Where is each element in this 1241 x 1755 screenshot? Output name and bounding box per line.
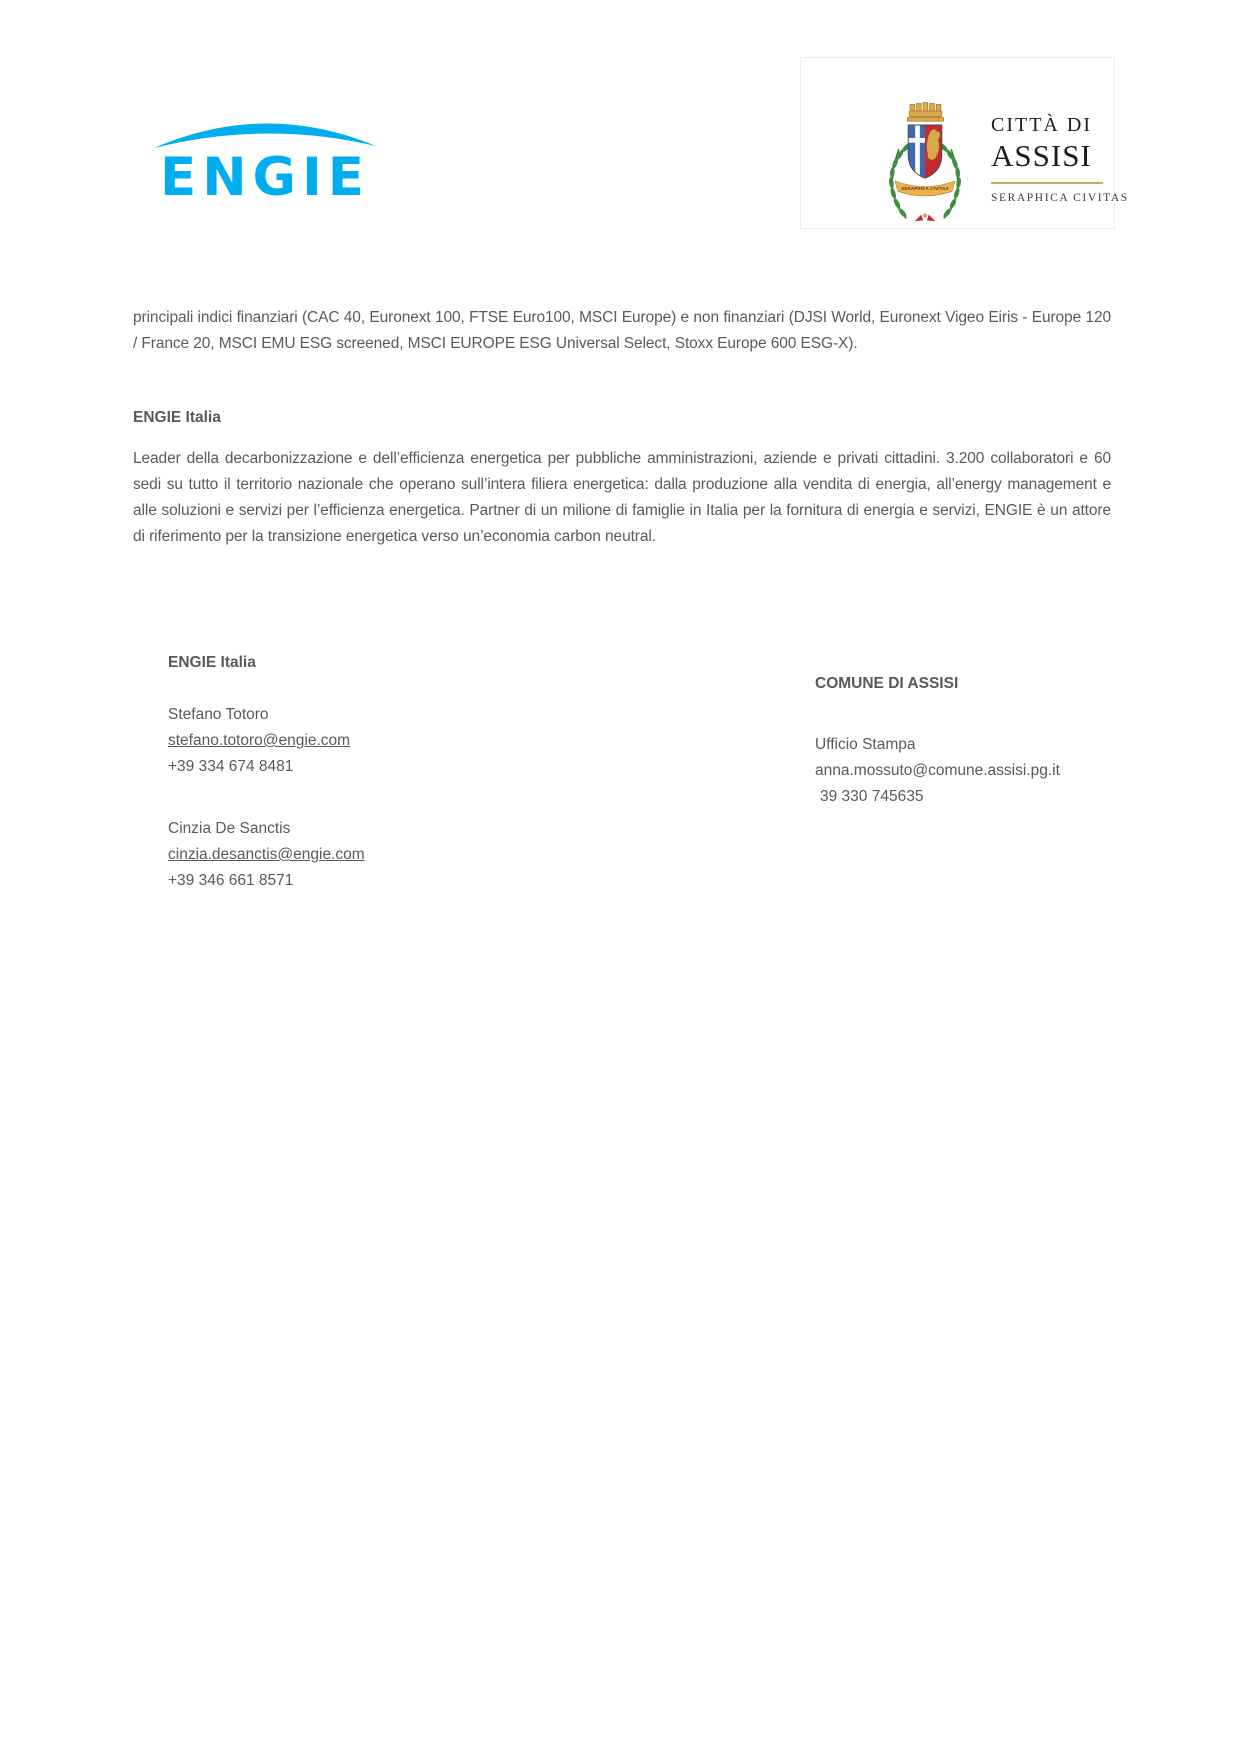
engie-wordmark: ENGIE (160, 147, 370, 199)
assisi-subtitle: SERAPHICA CIVITAS (991, 192, 1129, 204)
contact-phone: +39 346 661 8571 (168, 872, 294, 889)
contact-phone: +39 334 674 8481 (168, 758, 294, 775)
contacts-comune-assisi (815, 671, 1060, 846)
assisi-logo-text (991, 114, 1129, 204)
contact-email-link[interactable]: stefano.totoro@engie.com (168, 732, 351, 749)
contacts-engie (168, 650, 365, 930)
section-heading-engie-italia: ENGIE Italia (133, 409, 221, 426)
contacts-assisi-heading: COMUNE DI ASSISI (815, 675, 959, 692)
contact-stefano-totoro (168, 702, 365, 780)
contact-cinzia-de-sanctis (168, 816, 365, 894)
contact-name: Stefano Totoro (168, 706, 269, 723)
contacts-engie-heading: ENGIE Italia (168, 654, 256, 671)
paragraph-engie-italia-description: Leader della decarbonizzazione e dell’efficienza energetica per pubbliche amministrazioni, aziende e privati cittadini. 3.200 collaboratori e 60 sedi su tutto il territorio nazionale che operano sull’intera filiera energetica: dalla produzione alla vendita di energia, all’energy management e alle soluzioni e servizi per l’efficienza energetica. Partner di un milione di famiglie in Italia per la fornitura di energia e servizi, ENGIE è un attore di riferimento per la transizione energetica verso un’economia carbon neutral. (133, 450, 1111, 545)
contact-phone: 39 330 745635 (820, 788, 924, 805)
paragraph-financial-indices: principali indici finanziari (CAC 40, Euronext 100, FTSE Euro100, MSCI Europe) e non finanziari (DJSI World, Euronext Vigeo Eiris - Europe 120 / France 20, MSCI EMU ESG screened, MSCI EUROPE ESG Universal Select, Stoxx Europe 600 ESG-X). (133, 309, 1111, 352)
engie-swoosh-icon (150, 104, 380, 199)
assisi-logo (800, 57, 1129, 229)
contact-name: Cinzia De Sanctis (168, 820, 291, 837)
contact-office: Ufficio Stampa (815, 736, 916, 753)
assisi-coat-of-arms-icon (865, 82, 985, 224)
assisi-title-line2: ASSISI (991, 138, 1092, 173)
assisi-banner-text: SERAPHICA CIVITAS (901, 185, 949, 191)
assisi-title-line1: CITTÀ DI (991, 114, 1092, 136)
contact-ufficio-stampa (815, 732, 1060, 810)
contact-email: anna.mossuto@comune.assisi.pg.it (815, 762, 1060, 779)
contact-email-link[interactable]: cinzia.desanctis@engie.com (168, 846, 365, 863)
engie-logo (150, 104, 380, 199)
assisi-gold-divider (991, 182, 1103, 184)
